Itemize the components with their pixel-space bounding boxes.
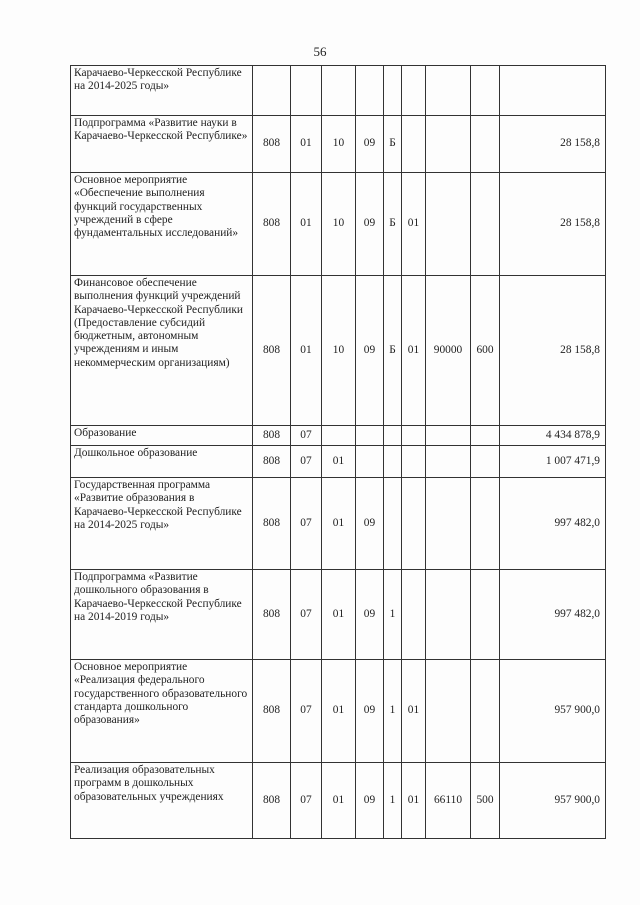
cell-expense-type	[471, 116, 500, 173]
cell-ministry-code: 808	[253, 446, 291, 478]
row-name: Реализация образовательных программ в дошкольных образовательных учреждениях	[71, 763, 253, 839]
cell-activity	[402, 116, 426, 173]
table-row	[71, 478, 606, 570]
cell-amount: 1 007 471,9	[500, 446, 606, 478]
cell-subsection: 01	[322, 478, 356, 570]
cell-activity: 01	[402, 173, 426, 276]
cell-program: 09	[356, 570, 384, 660]
cell-subprogram: 1	[384, 660, 402, 763]
cell-direction	[426, 426, 471, 446]
cell-subprogram	[384, 66, 402, 116]
cell-activity	[402, 478, 426, 570]
budget-table	[70, 65, 606, 839]
cell-subsection: 01	[322, 446, 356, 478]
cell-section: 07	[291, 570, 322, 660]
cell-activity	[402, 66, 426, 116]
cell-subsection	[322, 66, 356, 116]
cell-direction	[426, 116, 471, 173]
cell-direction	[426, 660, 471, 763]
cell-section: 01	[291, 116, 322, 173]
row-name: Образование	[71, 426, 253, 446]
cell-amount: 957 900,0	[500, 763, 606, 839]
cell-activity	[402, 426, 426, 446]
cell-subprogram: Б	[384, 116, 402, 173]
row-name: Подпрограмма «Развитие дошкольного образования в Карачаево-Черкесской Республике на 2014-2019 годы»	[71, 570, 253, 660]
cell-section: 07	[291, 426, 322, 446]
cell-ministry-code: 808	[253, 116, 291, 173]
cell-expense-type	[471, 173, 500, 276]
cell-subsection: 01	[322, 660, 356, 763]
table-row	[71, 446, 606, 478]
cell-subsection: 10	[322, 116, 356, 173]
page-number: 56	[313, 44, 327, 59]
row-name: Государственная программа «Развитие образования в Карачаево-Черкесской Республике на 2014-2025 годы»	[71, 478, 253, 570]
cell-activity: 01	[402, 763, 426, 839]
cell-ministry-code: 808	[253, 763, 291, 839]
cell-activity	[402, 570, 426, 660]
cell-amount: 957 900,0	[500, 660, 606, 763]
table-row	[71, 66, 606, 116]
cell-amount: 28 158,8	[500, 173, 606, 276]
cell-subsection: 10	[322, 173, 356, 276]
cell-section: 07	[291, 660, 322, 763]
table-row	[71, 426, 606, 446]
cell-section: 01	[291, 276, 322, 426]
cell-subsection	[322, 426, 356, 446]
row-name: Основное мероприятие «Обеспечение выполнения функций государственных учреждений в сфере фундаментальных исследований»	[71, 173, 253, 276]
cell-program: 09	[356, 763, 384, 839]
cell-program: 09	[356, 478, 384, 570]
cell-program	[356, 446, 384, 478]
cell-amount	[500, 66, 606, 116]
cell-expense-type	[471, 66, 500, 116]
cell-activity: 01	[402, 660, 426, 763]
cell-amount: 997 482,0	[500, 570, 606, 660]
cell-program: 09	[356, 276, 384, 426]
cell-subprogram	[384, 446, 402, 478]
table-row	[71, 276, 606, 426]
cell-program	[356, 66, 384, 116]
cell-ministry-code: 808	[253, 173, 291, 276]
row-name: Подпрограмма «Развитие науки в Карачаево-Черкесской Республике»	[71, 116, 253, 173]
table-row	[71, 116, 606, 173]
cell-section: 07	[291, 478, 322, 570]
cell-program: 09	[356, 116, 384, 173]
cell-expense-type	[471, 570, 500, 660]
cell-subprogram: 1	[384, 763, 402, 839]
cell-direction: 66110	[426, 763, 471, 839]
cell-subsection: 01	[322, 570, 356, 660]
cell-subsection: 10	[322, 276, 356, 426]
cell-subprogram: Б	[384, 276, 402, 426]
cell-amount: 28 158,8	[500, 116, 606, 173]
cell-ministry-code: 808	[253, 478, 291, 570]
row-name: Дошкольное образование	[71, 446, 253, 478]
cell-direction	[426, 570, 471, 660]
cell-program: 09	[356, 660, 384, 763]
cell-section: 07	[291, 446, 322, 478]
table-row	[71, 570, 606, 660]
cell-direction	[426, 478, 471, 570]
cell-subprogram: Б	[384, 173, 402, 276]
cell-direction	[426, 446, 471, 478]
cell-subprogram: 1	[384, 570, 402, 660]
cell-amount: 997 482,0	[500, 478, 606, 570]
cell-ministry-code: 808	[253, 660, 291, 763]
cell-subprogram	[384, 478, 402, 570]
cell-section: 01	[291, 173, 322, 276]
cell-expense-type: 500	[471, 763, 500, 839]
cell-expense-type	[471, 446, 500, 478]
cell-subsection: 01	[322, 763, 356, 839]
cell-program	[356, 426, 384, 446]
cell-section: 07	[291, 763, 322, 839]
cell-expense-type	[471, 478, 500, 570]
cell-ministry-code: 808	[253, 426, 291, 446]
cell-direction: 90000	[426, 276, 471, 426]
cell-expense-type: 600	[471, 276, 500, 426]
row-name: Финансовое обеспечение выполнения функций учреждений Карачаево-Черкесской Республики (Предоставление субсидий бюджетным, автономным учреждениям и иным некоммерческим организациям)	[71, 276, 253, 426]
cell-amount: 28 158,8	[500, 276, 606, 426]
cell-direction	[426, 66, 471, 116]
cell-activity	[402, 446, 426, 478]
cell-section	[291, 66, 322, 116]
cell-expense-type	[471, 426, 500, 446]
row-name: Карачаево-Черкесской Республике на 2014-2025 годы»	[71, 66, 253, 116]
cell-direction	[426, 173, 471, 276]
cell-ministry-code	[253, 66, 291, 116]
row-name: Основное мероприятие «Реализация федерального государственного образовательного стандарта дошкольного образования»	[71, 660, 253, 763]
cell-ministry-code: 808	[253, 570, 291, 660]
cell-ministry-code: 808	[253, 276, 291, 426]
cell-subprogram	[384, 426, 402, 446]
table-row	[71, 763, 606, 839]
cell-activity: 01	[402, 276, 426, 426]
table-row	[71, 173, 606, 276]
cell-expense-type	[471, 660, 500, 763]
cell-program: 09	[356, 173, 384, 276]
cell-amount: 4 434 878,9	[500, 426, 606, 446]
table-row	[71, 660, 606, 763]
